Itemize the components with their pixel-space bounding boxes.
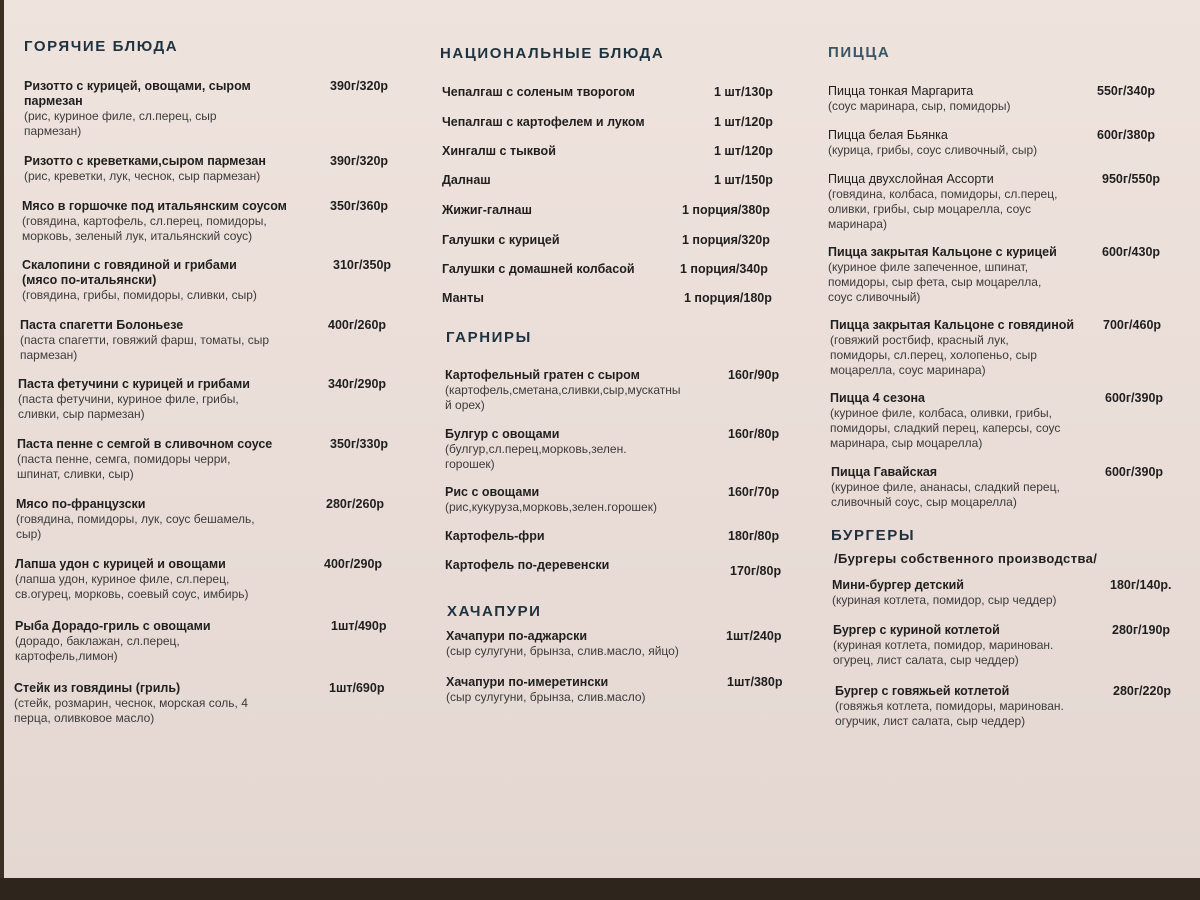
section-title-garnishes: ГАРНИРЫ [446,329,532,346]
item-price: 1шт/380р [727,675,783,689]
item-price: 170г/80р [730,564,782,578]
item-price: 160г/90р [728,368,780,382]
item-price: 950г/550р [1102,172,1161,186]
item-name: Мясо в горшочке под итальянским соусом [22,199,287,213]
item-price: 280г/260р [326,497,385,511]
item-name: Картофель-фри [445,529,545,543]
menu-item [445,529,790,544]
menu-item [442,85,790,100]
item-desc: (говяжий ростбиф, красный лук, помидоры, сл.перец, холопеньо, сыр моцарелла, соус маринара) [830,333,1037,377]
item-price: 180г/80р [728,529,780,543]
item-price: 1 порция/320р [682,233,770,247]
menu-item [446,675,790,705]
item-desc: (сыр сулугуни, брынза, слив.масло, яйцо) [446,644,679,658]
item-name: Скалопини с говядиной и грибами (мясо по-итальянски) [22,258,237,287]
item-desc: (лапша удон, куриное филе, сл.перец, св.огурец, морковь, соевый соус, имбирь) [15,572,249,601]
item-price: 350г/360р [330,199,389,213]
item-name: Хачапури по-имеретински [446,675,609,689]
item-price: 400г/290р [324,557,383,571]
menu-item [828,245,1196,305]
item-name: Галушки с курицей [442,233,560,247]
item-name: Пицца Гавайская [831,465,938,479]
menu-item [828,172,1196,232]
item-desc: (рис, креветки, лук, чеснок, сыр пармезан) [24,169,261,183]
section-title-khachapuri: ХАЧАПУРИ [447,603,542,620]
item-name: Жижиг-галнаш [442,203,532,217]
menu-item [828,128,1196,158]
menu-item [442,203,790,218]
item-desc: (говядина, картофель, сл.перец, помидоры, морковь, зеленый лук, итальянский соус) [22,214,267,243]
item-desc: (куриная котлета, помидор, маринован. огурец, лист салата, сыр чеддер) [833,638,1054,667]
item-price: 550г/340р [1097,84,1156,98]
item-price: 700г/460р [1103,318,1162,332]
item-desc: (паста спагетти, говяжий фарш, томаты, сыр пармезан) [20,333,270,362]
item-desc: (говядина, помидоры, лук, соус бешамель, сыр) [16,512,255,541]
item-desc: (рис, куриное филе, сл.перец, сыр пармезан) [24,109,217,138]
menu-item [833,623,1196,668]
item-name: Пицца закрытая Кальцоне с говядиной [830,318,1075,332]
menu-item [832,578,1196,608]
item-desc: (соус маринара, сыр, помидоры) [828,99,1011,113]
item-name: Рыба Дорадо-гриль с овощами [15,619,211,633]
item-price: 600г/380р [1097,128,1156,142]
item-name: Ризотто с курицей, овощами, сыром пармезан [24,79,251,108]
item-name: Мясо по-французски [16,497,146,511]
item-desc: (стейк, розмарин, чеснок, морская соль, 4 перца, оливковое масло) [14,696,248,725]
menu-item [22,258,404,303]
item-name: Ризотто с креветками,сыром пармезан [24,154,266,168]
item-desc: (картофель,сметана,сливки,сыр,мускатны й орех) [445,383,681,412]
menu-item [24,79,404,139]
section-title-burgers: БУРГЕРЫ [831,527,916,544]
item-name: Галушки с домашней колбасой [442,262,635,276]
item-price: 600г/430р [1102,245,1161,259]
item-name: Булгур с овощами [445,427,560,441]
item-name: Бургер с куриной котлетой [833,623,1000,637]
item-price: 160г/80р [728,427,780,441]
item-price: 1шт/490р [331,619,387,633]
item-name: Мини-бургер детский [832,578,964,592]
item-desc: (куриная котлета, помидор, сыр чеддер) [832,593,1057,607]
item-name: Хингалш с тыквой [442,144,556,158]
item-desc: (булгур,сл.перец,морковь,зелен. горошек) [445,442,627,471]
item-name: Хачапури по-аджарски [446,629,588,643]
item-price: 180г/140р. [1110,578,1172,592]
menu-item [16,497,404,542]
item-desc: (дорадо, баклажан, сл.перец, картофель,лимон) [15,634,180,663]
item-desc: (куриное филе запеченное, шпинат, помидоры, сыр фета, сыр моцарелла, соус сливочный) [828,260,1042,304]
item-price: 390г/320р [330,154,389,168]
item-price: 400г/260р [328,318,387,332]
item-price: 310г/350р [333,258,392,272]
item-name: Паста пенне с семгой в сливочном соусе [17,437,273,451]
item-name: Пицца тонкая Маргарита [828,84,974,98]
item-price: 600г/390р [1105,465,1164,479]
menu-item [24,154,404,184]
item-price: 600г/390р [1105,391,1164,405]
menu-item [442,115,790,130]
item-desc: (паста пенне, семга, помидоры черри, шпинат, сливки, сыр) [17,452,231,481]
item-name: Пицца двухслойная Ассорти [828,172,994,186]
item-name: Рис с овощами [445,485,540,499]
item-name: Чепалгаш с соленым творогом [442,85,635,99]
item-name: Чепалгаш с картофелем и луком [442,115,645,129]
menu-item [445,558,790,578]
menu-item [22,199,404,244]
item-desc: (паста фетучини, куриное филе, грибы, сливки, сыр пармезан) [18,392,239,421]
item-name: Далнаш [442,173,491,187]
item-price: 1шт/690р [329,681,385,695]
menu-item [835,684,1196,729]
item-price: 1 порция/180р [684,291,772,305]
item-price: 1 шт/120р [714,144,773,158]
item-name: Бургер с говяжьей котлетой [835,684,1010,698]
item-price: 280г/190р [1112,623,1171,637]
section-title-pizza: ПИЦЦА [828,44,891,61]
item-desc: (курица, грибы, соус сливочный, сыр) [828,143,1038,157]
item-desc: (говяжья котлета, помидоры, маринован. огурчик, лист салата, сыр чеддер) [835,699,1064,728]
table-surface [0,878,1200,900]
item-name: Манты [442,291,484,305]
menu-item [830,318,1196,378]
item-name: Картофельный гратен с сыром [445,368,640,382]
item-desc: (куриное филе, ананасы, сладкий перец, сливочный соус, сыр моцарелла) [831,480,1060,509]
item-desc: (сыр сулугуни, брынза, слив.масло) [446,690,646,704]
item-price: 390г/320р [330,79,389,93]
menu-item [14,681,404,726]
menu-sheet [4,0,1200,878]
item-name: Картофель по-деревенски [445,558,610,572]
item-price: 1 шт/120р [714,115,773,129]
menu-item [15,619,404,664]
item-name: Лапша удон с курицей и овощами [15,557,226,571]
item-name: Стейк из говядины (гриль) [14,681,181,695]
item-name: Пицца белая Бьянка [828,128,948,142]
menu-item [828,84,1196,114]
item-desc: (рис,кукуруза,морковь,зелен.горошек) [445,500,657,514]
menu-item [445,427,790,472]
item-desc: (куриное филе, колбаса, оливки, грибы, помидоры, сладкий перец, каперсы, соус маринара, сыр моцарелла) [830,406,1061,450]
menu-item [442,144,790,159]
item-price: 1 порция/340р [680,262,768,276]
section-title-national-dishes: НАЦИОНАЛЬНЫЕ БЛЮДА [440,45,665,62]
menu-item [442,262,790,277]
menu-item [20,318,404,363]
menu-item [830,391,1196,451]
section-title-hot-dishes: ГОРЯЧИЕ БЛЮДА [24,38,179,55]
item-name: Пицца 4 сезона [830,391,925,405]
item-desc: (говядина, колбаса, помидоры, сл.перец, оливки, грибы, сыр моцарелла, соус маринара) [828,187,1058,231]
item-name: Пицца закрытая Кальцоне с курицей [828,245,1057,259]
menu-item [15,557,404,602]
item-price: 350г/330р [330,437,389,451]
item-price: 340г/290р [328,377,387,391]
menu-item [442,233,790,248]
menu-item [18,377,404,422]
item-price: 1шт/240р [726,629,782,643]
item-price: 1 шт/130р [714,85,773,99]
item-price: 160г/70р [728,485,780,499]
menu-item [831,465,1196,510]
item-price: 280г/220р [1113,684,1172,698]
item-price: 1 порция/380р [682,203,770,217]
menu-item [442,173,790,188]
menu-item [17,437,404,482]
menu-item [445,368,790,413]
section-subtitle-burgers: /Бургеры собственного производства/ [834,551,1098,566]
item-price: 1 шт/150р [714,173,773,187]
menu-item [446,629,790,659]
item-desc: (говядина, грибы, помидоры, сливки, сыр) [22,288,257,302]
item-name: Паста спагетти Болоньезе [20,318,184,332]
item-name: Паста фетучини с курицей и грибами [18,377,250,391]
menu-item [442,291,790,306]
menu-item [445,485,790,515]
